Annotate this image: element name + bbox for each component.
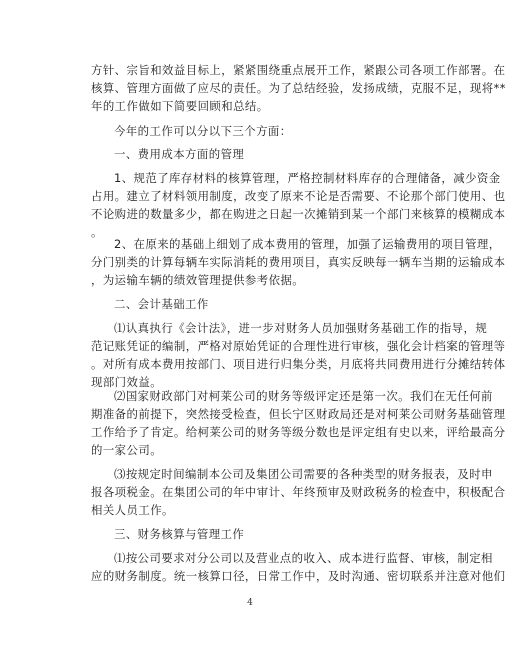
text-line: 不论购进的数量多少，都在购进之日起一次摊销到某一个部门来核算的模糊成本 bbox=[91, 207, 506, 221]
text-line: 的一家公司。 bbox=[91, 443, 163, 457]
page-number: 4 bbox=[247, 598, 253, 608]
text-line: 1、规范了库存材料的核算管理，严格控制材料库存的合理储备，减少资金 bbox=[114, 171, 501, 185]
text-line: 报各项税金。在集团公司的年中审计、年终预审及财政税务的检查中，积极配合 bbox=[91, 485, 506, 499]
text-line: ⑴按公司要求对分公司以及营业点的收入、成本进行监督、审核，制定相 bbox=[114, 551, 493, 565]
text-line: 工作给予了肯定。给柯莱公司的财务等级分数也是评定组有史以来，评给最高分 bbox=[91, 425, 506, 439]
text-line: ⑶按规定时间编制本公司及集团公司需要的各种类型的财务报表，及时申 bbox=[114, 467, 493, 481]
text-line: 核算、管理方面做了应尽的责任。为了总结经验，发扬成绩，克服不足，现将** bbox=[91, 81, 506, 95]
text-line: 期准备的前提下，突然接受检查，但长宁区财政局还是对柯莱公司财务基础管理 bbox=[91, 407, 506, 421]
text-line: ，为运输车辆的绩效管理提供参考依据。 bbox=[91, 273, 305, 287]
section-heading: 一、费用成本方面的管理 bbox=[114, 147, 245, 161]
text-line: 应的财务制度。统一核算口径，日常工作中，及时沟通、密切联系并注意对他们 bbox=[91, 569, 506, 583]
text-line: 现部门效益。 bbox=[91, 375, 163, 389]
text-line: 。对所有成本费用按部门、项目进行归集分类，月底将共同费用进行分摊结转体 bbox=[91, 357, 506, 371]
text-line: 今年的工作可以分以下三个方面： bbox=[114, 124, 292, 138]
text-line: 占用。建立了材料领用制度，改变了原来不论是否需要、不论那个部门使用、也 bbox=[91, 189, 506, 203]
section-heading: 二、会计基础工作 bbox=[114, 297, 209, 311]
section-heading: 三、财务核算与管理工作 bbox=[114, 527, 245, 541]
text-line: 相关人员工作。 bbox=[91, 503, 174, 517]
text-line: 。 bbox=[91, 225, 103, 239]
text-line: 分门别类的计算每辆车实际消耗的费用项目，真实反映每一辆车当期的运输成本 bbox=[91, 255, 506, 269]
text-line: ⑴认真执行《会计法》，进一步对财务人员加强财务基础工作的指导，规 bbox=[114, 321, 488, 335]
text-line: 2、在原来的基础上细划了成本费用的管理，加强了运输费用的项目管理， bbox=[114, 237, 501, 251]
text-line: 方针、宗旨和效益目标上，紧紧围绕重点展开工作，紧跟公司各项工作部署。在 bbox=[91, 63, 506, 77]
text-line: 范记账凭证的编制，严格对原始凭证的合理性进行审核，强化会计档案的管理等 bbox=[91, 339, 506, 353]
text-line: 年的工作做如下简要回顾和总结。 bbox=[91, 99, 269, 113]
text-line: ⑵国家财政部门对柯莱公司的财务等级评定还是第一次。我们在无任何前 bbox=[114, 389, 493, 403]
